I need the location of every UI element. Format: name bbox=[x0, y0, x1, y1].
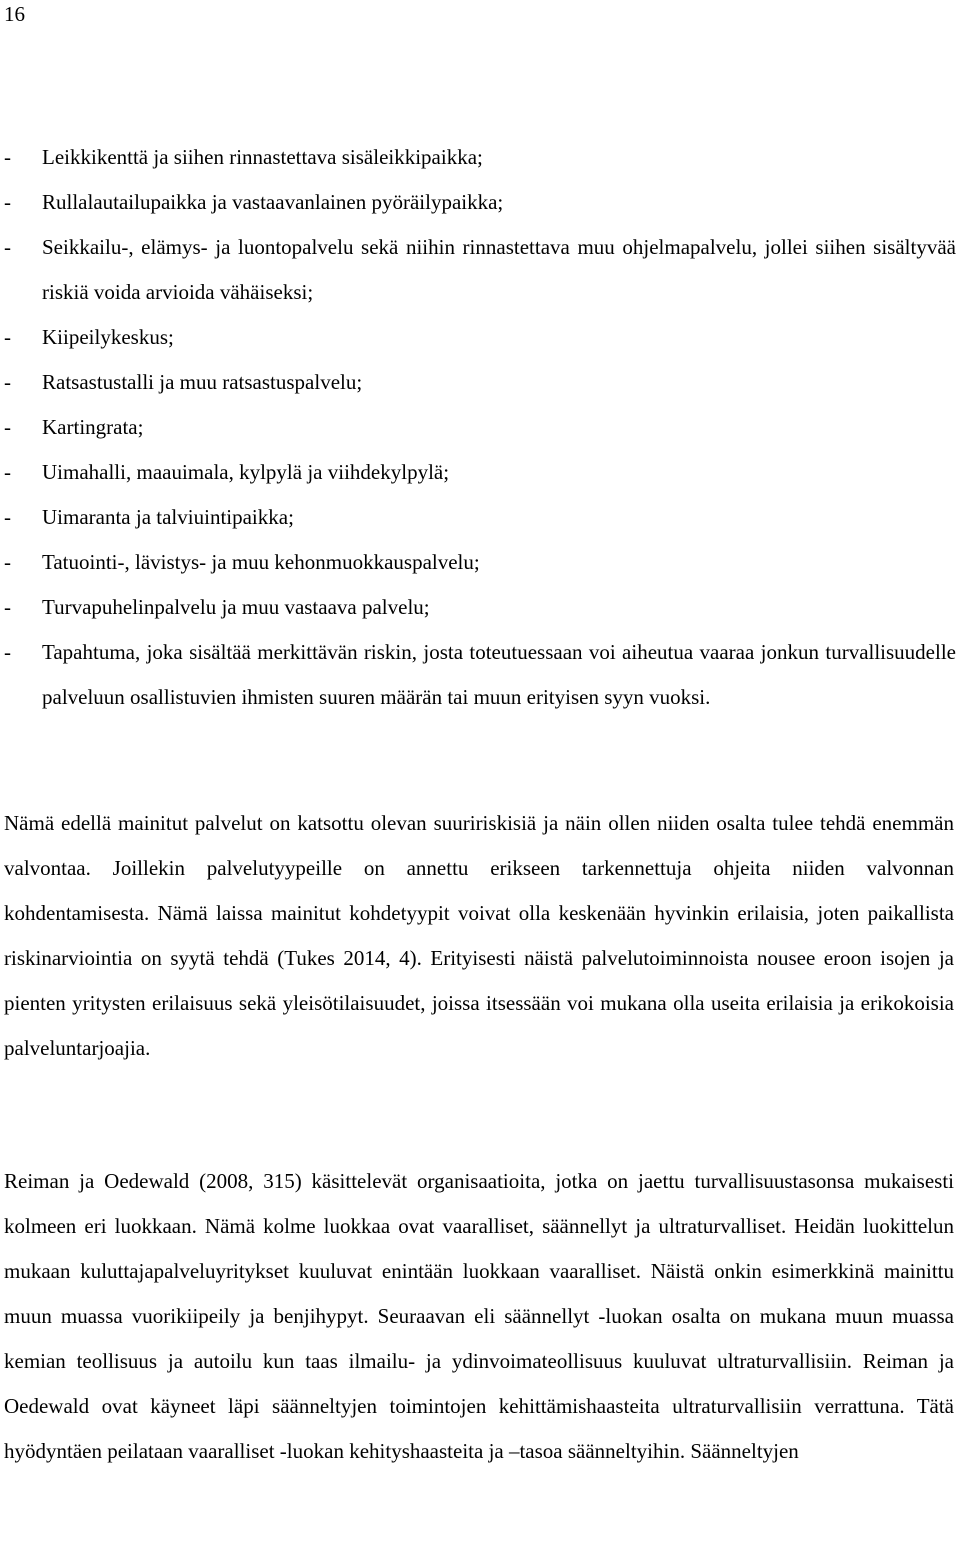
page-number: 16 bbox=[4, 2, 25, 26]
list-item-text: Turvapuhelinpalvelu ja muu vastaava palvelu; bbox=[42, 595, 430, 619]
list-item bbox=[4, 360, 956, 405]
list-dash: - bbox=[4, 145, 11, 169]
list-item-text: Seikkailu-, elämys- ja luontopalvelu sekä niihin rinnastettava muu ohjelmapalvelu, jollei siihen sisältyvää riskiä voida arvioida vähäiseksi; bbox=[42, 235, 956, 304]
list-item bbox=[4, 495, 956, 540]
list-dash: - bbox=[4, 640, 11, 664]
list-item bbox=[4, 135, 956, 180]
list-item bbox=[4, 180, 956, 225]
list-item-text: Tatuointi-, lävistys- ja muu kehonmuokkauspalvelu; bbox=[42, 550, 480, 574]
list-item bbox=[4, 540, 956, 585]
list-item-text: Kiipeilykeskus; bbox=[42, 325, 174, 349]
list-dash: - bbox=[4, 325, 11, 349]
list-item bbox=[4, 585, 956, 630]
list-dash: - bbox=[4, 415, 11, 439]
list-dash: - bbox=[4, 370, 11, 394]
body-paragraph: Nämä edellä mainitut palvelut on katsottu olevan suuririskisiä ja näin ollen niiden osalta tulee tehdä enemmän valvontaa. Joillekin palvelutyypeille on annettu erikseen tarkennettuja ohjeita niiden valvonnan kohdentamisesta. Nämä laissa mainitut kohdetyypit voivat olla keskenään hyvinkin erilaisia, joten paikallista riskinarviointia on syytä tehdä (Tukes 2014, 4). Erityisesti näistä palvelutoiminnoista nousee eroon isojen ja pienten yritysten erilaisuus sekä yleisötilaisuudet, joissa itsessään voi mukana olla useita erilaisia ja erikokoisia palveluntarjoajia. bbox=[4, 811, 954, 1060]
list-dash: - bbox=[4, 460, 11, 484]
list-item-text: Leikkikenttä ja siihen rinnastettava sisäleikkipaikka; bbox=[42, 145, 483, 169]
list-item-text: Uimahalli, maauimala, kylpylä ja viihdekylpylä; bbox=[42, 460, 450, 484]
body-paragraph: Reiman ja Oedewald (2008, 315) käsittelevät organisaatioita, jotka on jaettu turvallisuustasonsa mukaisesti kolmeen eri luokkaan. Nämä kolme luokkaa ovat vaaralliset, säännellyt ja ultraturvalliset. Heidän luokittelun mukaan kuluttajapalveluyritykset kuuluvat enintään luokkaan vaaralliset. Näistä onkin esimerkkinä mainittu muun muassa vuorikiipeily ja benjihypyt. Seuraavan eli säännellyt -luokan osalta on mukana muun muassa kemian teollisuus ja autoilu kun taas ilmailu- ja ydinvoimateollisuus kuuluvat ultraturvallisiin. Reiman ja Oedewald ovat käyneet läpi säänneltyjen toimintojen kehittämishaasteita ultraturvallisiin verrattuna. Tätä hyödyntäen peilataan vaaralliset -luokan kehityshaasteita ja –tasoa säänneltyihin. Säänneltyjen bbox=[4, 1169, 954, 1463]
list-item-text: Rullalautailupaikka ja vastaavanlainen pyöräilypaikka; bbox=[42, 190, 504, 214]
list-item bbox=[4, 315, 956, 360]
list-dash: - bbox=[4, 595, 11, 619]
list-item-text: Tapahtuma, joka sisältää merkittävän riskin, josta toteutuessaan voi aiheutua vaaraa jonkun turvallisuudelle palveluun osallistuvien ihmisten suuren määrän tai muun erityisen syyn vuoksi. bbox=[42, 640, 956, 709]
list-item bbox=[4, 630, 956, 720]
list-dash: - bbox=[4, 550, 11, 574]
service-type-list bbox=[4, 135, 956, 720]
list-dash: - bbox=[4, 190, 11, 214]
list-item bbox=[4, 405, 956, 450]
list-item-text: Ratsastustalli ja muu ratsastuspalvelu; bbox=[42, 370, 363, 394]
list-item bbox=[4, 225, 956, 315]
list-item bbox=[4, 450, 956, 495]
list-item-text: Uimaranta ja talviuintipaikka; bbox=[42, 505, 294, 529]
list-dash: - bbox=[4, 235, 11, 259]
list-item-text: Kartingrata; bbox=[42, 415, 144, 439]
list-dash: - bbox=[4, 505, 11, 529]
